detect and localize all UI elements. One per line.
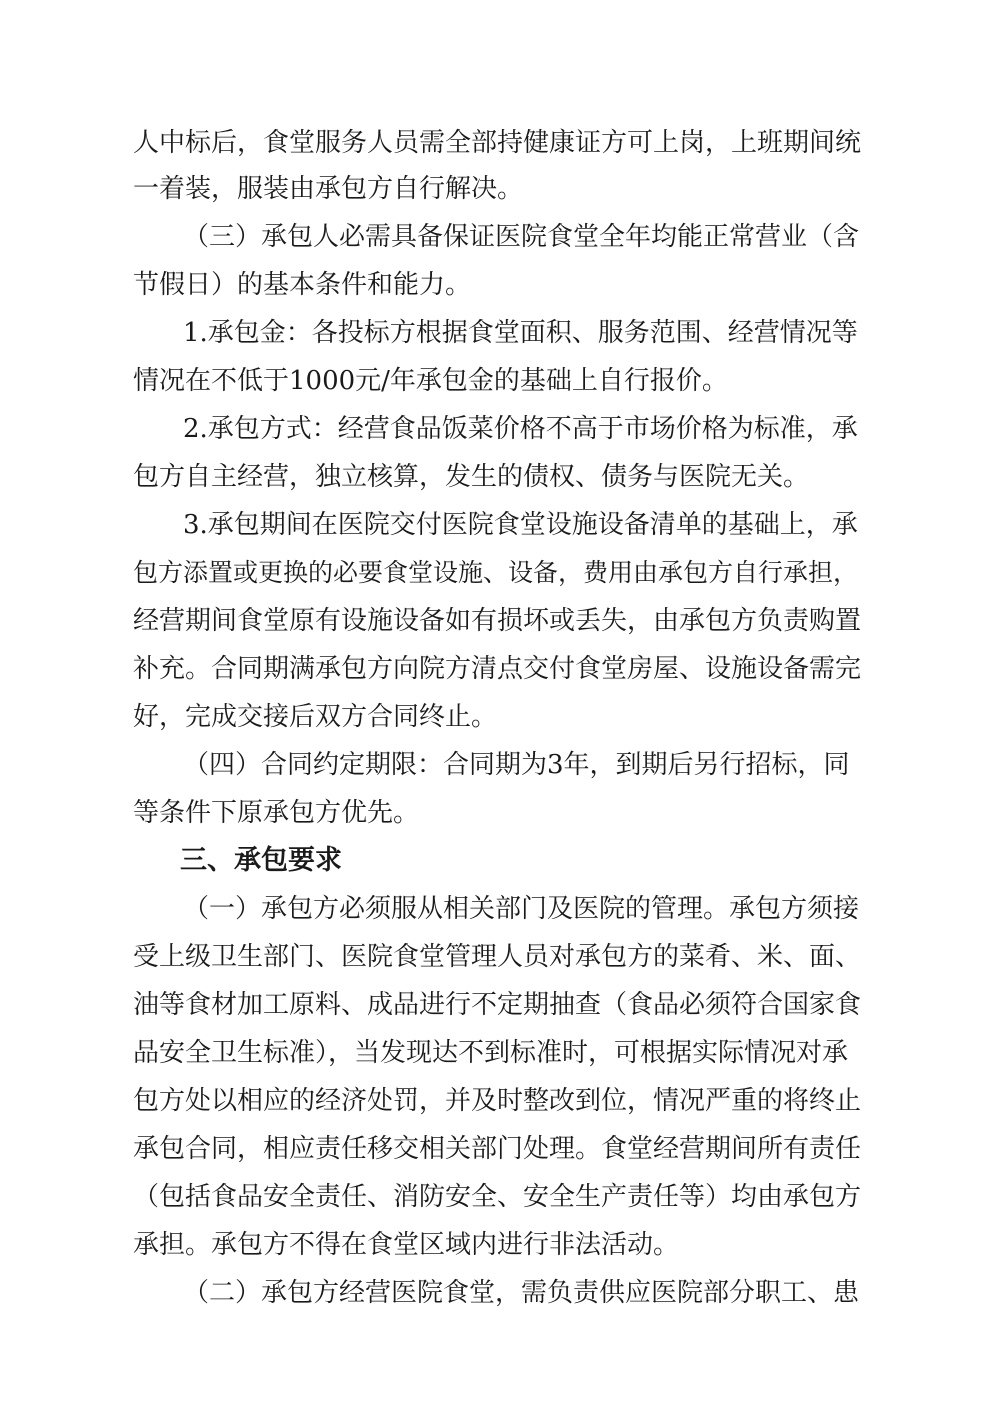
text-line: 受上级卫生部门、医院食堂管理人员对承包方的菜肴、米、面、 [133,942,862,972]
text-line: （四）合同约定期限：合同期为3年，到期后另行招标，同 [183,750,850,780]
text-line: 品安全卫生标准），当发现达不到标准时，可根据实际情况对承 [133,1038,849,1068]
text-line: （二）承包方经营医院食堂，需负责供应医院部分职工、患 [183,1278,860,1308]
text-line: 包方处以相应的经济处罚，并及时整改到位，情况严重的将终止 [133,1086,862,1116]
text-line: 补充。合同期满承包方向院方清点交付食堂房屋、设施设备需完 [133,654,862,684]
text-line: 1.承包金：各投标方根据食堂面积、服务范围、经营情况等 [183,318,858,348]
text-line: （三）承包人必需具备保证医院食堂全年均能正常营业（含 [183,222,860,252]
text-line: 3.承包期间在医院交付医院食堂设施设备清单的基础上，承 [183,510,858,540]
text-line: 等条件下原承包方优先。 [133,798,420,828]
text-line: 经营期间食堂原有设施设备如有损坏或丢失，由承包方负责购置 [133,606,862,636]
text-line: （一）承包方必须服从相关部门及医院的管理。承包方须接 [183,894,860,924]
text-line: 2.承包方式：经营食品饭菜价格不高于市场价格为标准，承 [183,414,858,444]
text-line: （包括食品安全责任、消防安全、安全生产责任等）均由承包方 [133,1182,862,1212]
text-line: 节假日）的基本条件和能力。 [133,270,472,300]
text-line: 承包合同，相应责任移交相关部门处理。食堂经营期间所有责任 [133,1134,862,1164]
text-line: 包方自主经营，独立核算，发生的债权、债务与医院无关。 [133,462,810,492]
text-line: 人中标后，食堂服务人员需全部持健康证方可上岗，上班期间统 [133,128,862,158]
text-line: 承担。承包方不得在食堂区域内进行非法活动。 [133,1230,680,1260]
text-line: 情况在不低于1000元/年承包金的基础上自行报价。 [133,366,728,396]
text-line: 一着装，服装由承包方自行解决。 [133,174,524,204]
text-line: 油等食材加工原料、成品进行不定期抽查（食品必须符合国家食 [133,990,862,1020]
section-heading: 三、承包要求 [180,845,342,876]
text-line: 好，完成交接后双方合同终止。 [133,702,498,732]
text-line: 包方添置或更换的必要食堂设施、设备，费用由承包方自行承担， [133,558,859,587]
